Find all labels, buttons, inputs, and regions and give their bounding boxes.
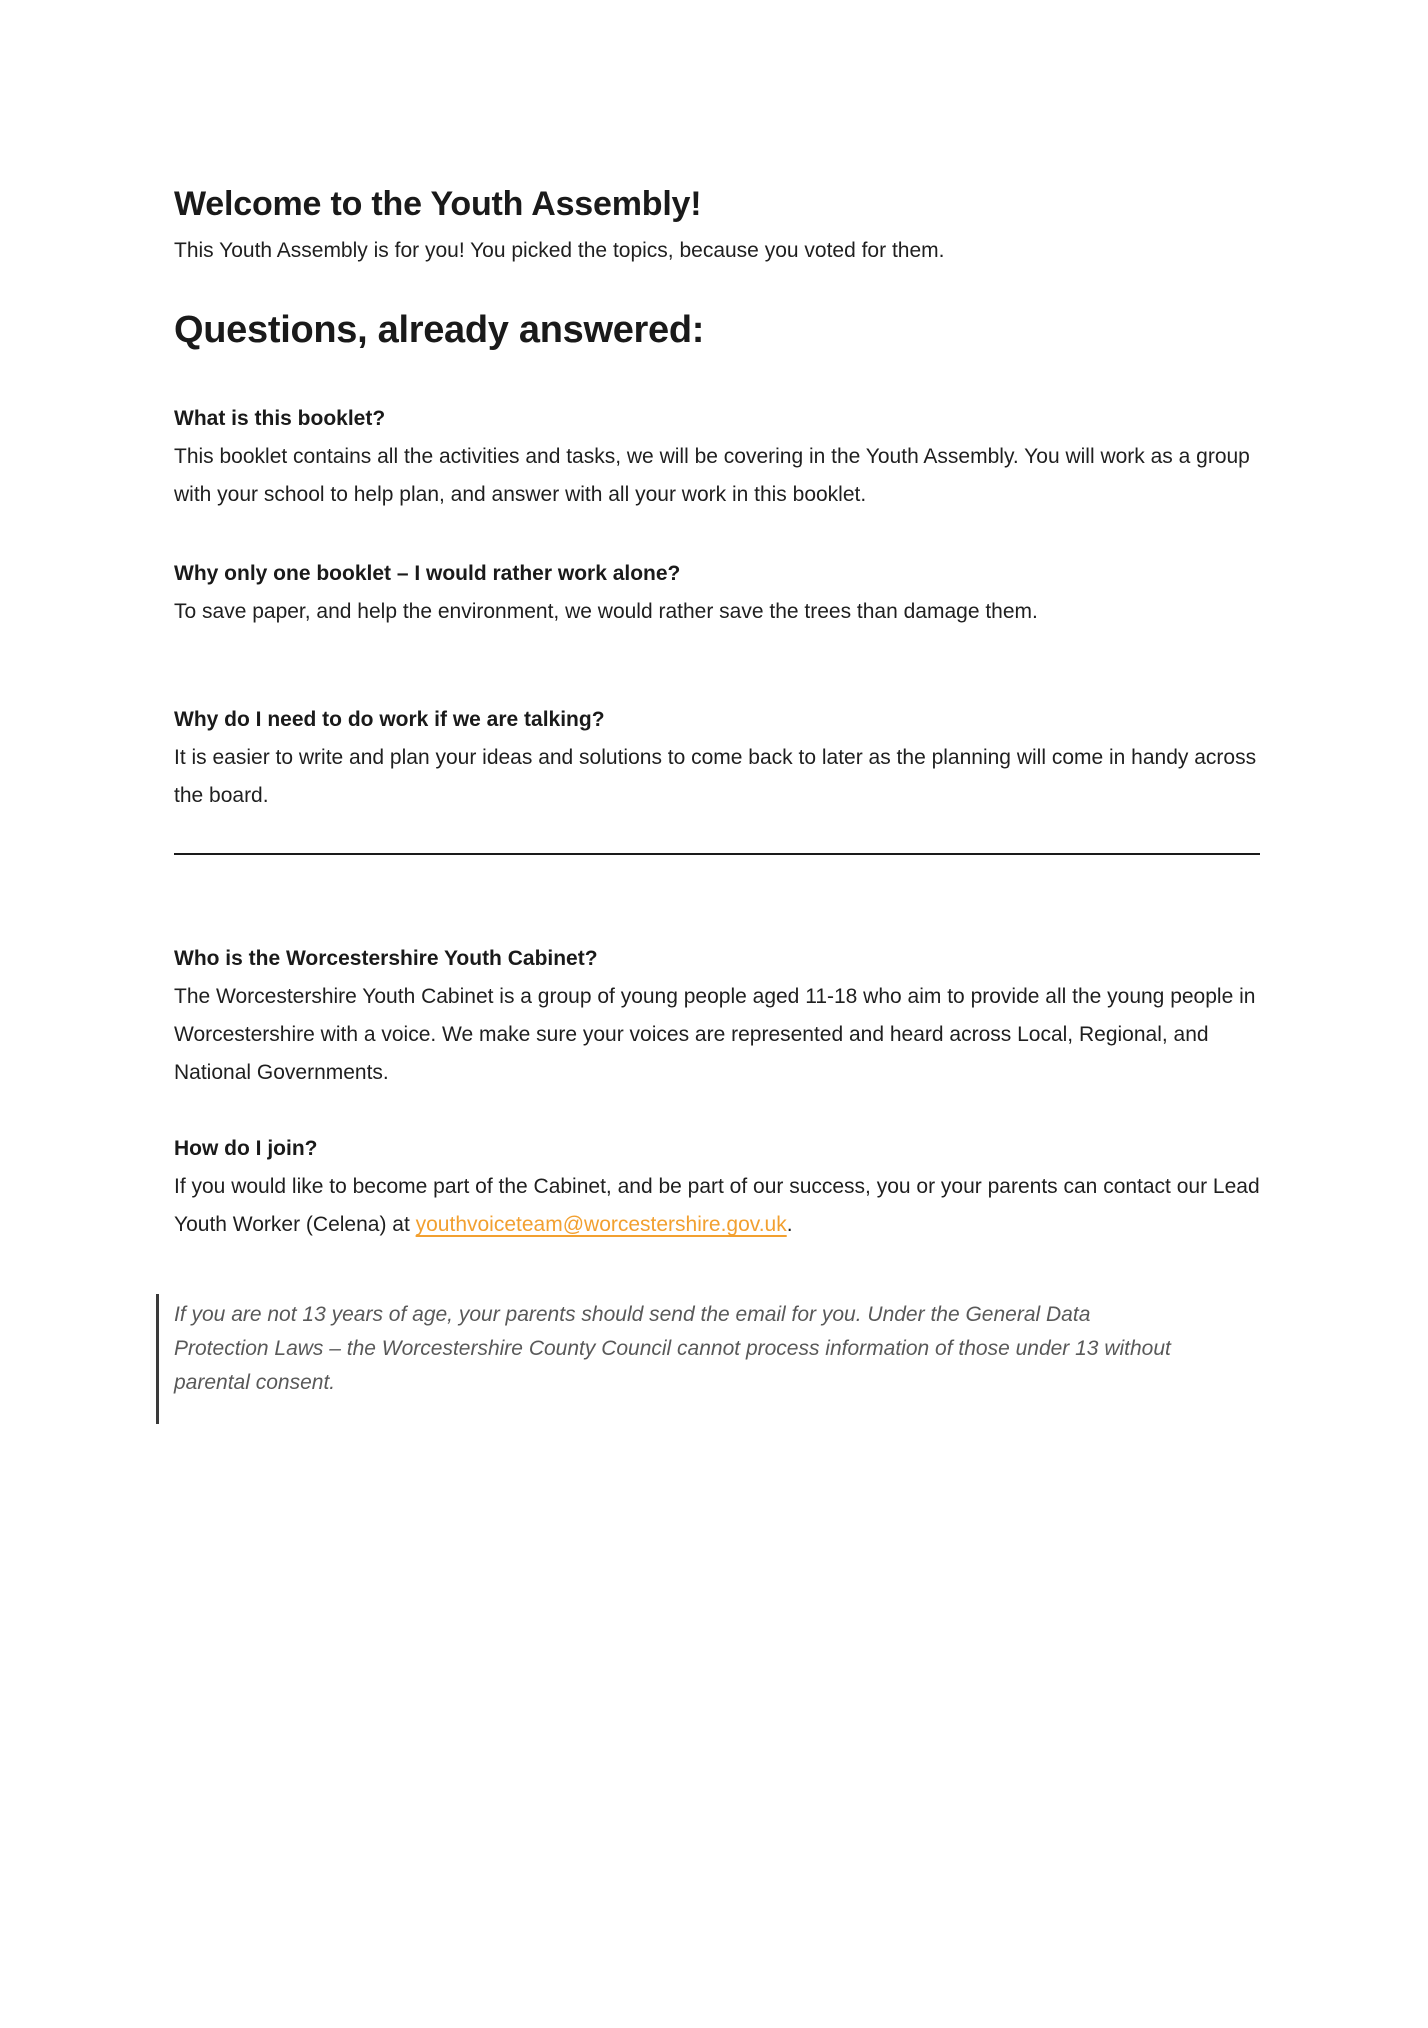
- email-link[interactable]: youthvoiceteam@worcestershire.gov.uk: [415, 1213, 787, 1236]
- qa-section-how-to-join: [174, 1130, 1260, 1244]
- answer-text: [174, 1168, 1260, 1244]
- qa-section-why-do-work: [174, 701, 1260, 815]
- gdpr-note-block: [156, 1294, 1260, 1424]
- qa-section-why-one-booklet: [174, 555, 1260, 631]
- question-heading: Who is the Worcestershire Youth Cabinet?: [174, 947, 598, 970]
- question-heading: What is this booklet?: [174, 407, 386, 430]
- document-content: [174, 182, 1260, 1424]
- section-divider: [174, 853, 1260, 855]
- question-heading: Why only one booklet – I would rather work alone?: [174, 562, 681, 585]
- qa-section-what-is-booklet: [174, 400, 1260, 514]
- question-heading: Why do I need to do work if we are talking?: [174, 708, 605, 731]
- qa-section-who-is-cabinet: [174, 940, 1260, 1092]
- questions-section-heading: Questions, already answered:: [174, 309, 705, 351]
- answer-text: It is easier to write and plan your ideas and solutions to come back to later as the planning will come in handy across the board.: [174, 746, 1257, 807]
- answer-text: The Worcestershire Youth Cabinet is a group of young people aged 11-18 who aim to provide all the young people in Worcestershire with a voice. We make sure your voices are represented and heard across Local, Regional, and National Governments.: [174, 985, 1256, 1084]
- page-title: Welcome to the Youth Assembly!: [174, 185, 702, 223]
- answer-text-before-link: If you would like to become part of the Cabinet, and be part of our success, you or your parents can contact our Lead Youth Worker (Celena) at: [174, 1175, 1260, 1236]
- answer-text: This booklet contains all the activities and tasks, we will be covering in the Youth Assembly. You will work as a group with your school to help plan, and answer with all your work in this booklet.: [174, 445, 1250, 506]
- question-heading: How do I join?: [174, 1137, 318, 1160]
- answer-text-after-link: .: [786, 1213, 793, 1236]
- gdpr-note-text: If you are not 13 years of age, your parents should send the email for you. Under the General Data Protection Laws – the Worcestershire County Council cannot process information of those under 13 without parental consent.: [174, 1303, 1171, 1394]
- page-subtitle: This Youth Assembly is for you! You picked the topics, because you voted for them.: [174, 239, 945, 262]
- answer-text: To save paper, and help the environment, we would rather save the trees than damage them.: [174, 600, 1038, 623]
